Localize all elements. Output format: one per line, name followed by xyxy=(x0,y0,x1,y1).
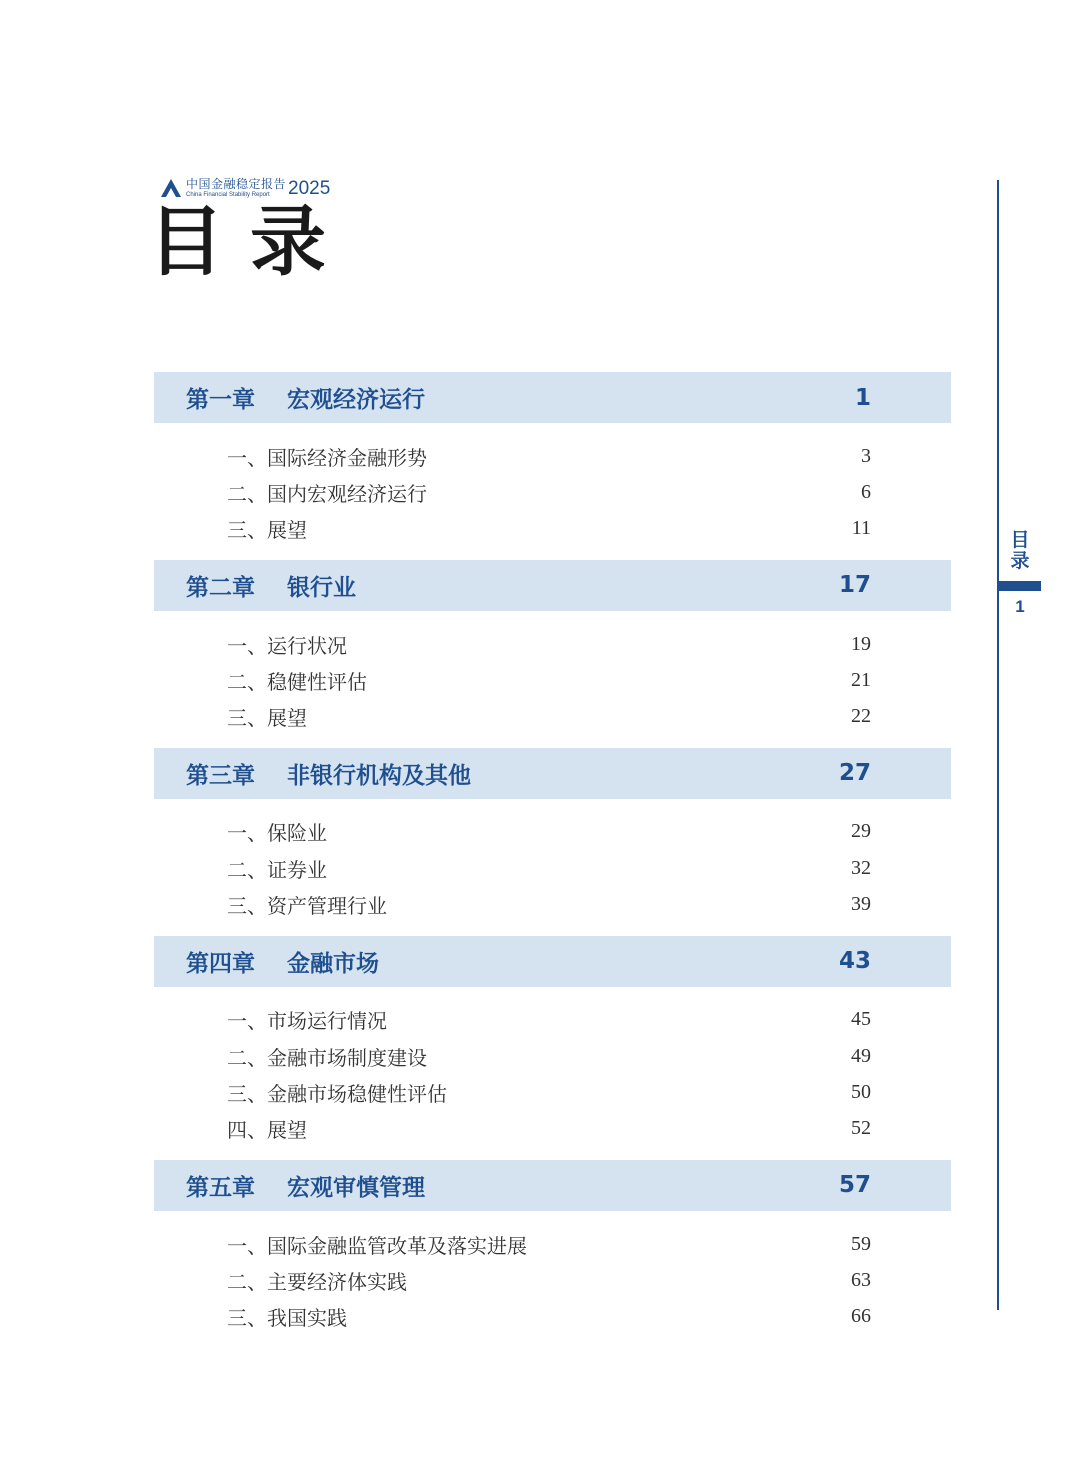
section-title: 三、资产管理行业 xyxy=(227,894,387,919)
section-title: 一、国际经济金融形势 xyxy=(227,445,427,470)
logo-year: 2025 xyxy=(288,178,331,199)
section-title: 一、运行状况 xyxy=(227,633,347,658)
section-page-number: 39 xyxy=(851,893,871,916)
section-page-number: 59 xyxy=(851,1232,871,1255)
section-entry[interactable] xyxy=(154,1038,951,1074)
section-entry[interactable] xyxy=(154,814,951,850)
page-title: 目录 xyxy=(148,197,352,286)
section-title: 四、展望 xyxy=(227,1118,307,1143)
section-page-number: 66 xyxy=(851,1305,871,1328)
chapter-number: 第五章 xyxy=(186,1174,255,1201)
section-entry[interactable] xyxy=(154,1298,951,1334)
section-entry[interactable] xyxy=(154,662,951,698)
chapter-page-number: 27 xyxy=(838,760,871,787)
section-title: 二、金融市场制度建设 xyxy=(227,1045,427,1070)
chapter-heading[interactable] xyxy=(154,748,951,799)
chapter-page-number: 1 xyxy=(854,384,871,411)
table-of-contents xyxy=(154,372,951,1348)
chapter-page-number: 17 xyxy=(838,572,871,599)
section-entry[interactable] xyxy=(154,1074,951,1110)
section-title: 二、国内宏观经济运行 xyxy=(227,481,427,506)
section-page-number: 3 xyxy=(861,444,871,467)
pboc-emblem-icon xyxy=(160,178,182,198)
section-list xyxy=(154,423,951,560)
section-list xyxy=(154,799,951,936)
section-title: 三、展望 xyxy=(227,706,307,731)
chapter-page-number: 57 xyxy=(838,1172,871,1199)
chapter-number: 第三章 xyxy=(186,762,255,789)
section-page-number: 22 xyxy=(851,705,871,728)
section-entry[interactable] xyxy=(154,474,951,510)
section-entry[interactable] xyxy=(154,626,951,662)
section-list xyxy=(154,611,951,748)
chapter-title: 宏观经济运行 xyxy=(287,387,425,413)
report-logo xyxy=(160,178,330,198)
side-divider-line xyxy=(997,180,999,1310)
section-entry[interactable] xyxy=(154,886,951,922)
chapter-title: 非银行机构及其他 xyxy=(287,762,471,789)
logo-title-cn: 中国金融稳定报告 xyxy=(186,177,287,191)
section-title: 二、稳健性评估 xyxy=(227,669,367,694)
section-list xyxy=(154,1211,951,1348)
section-entry[interactable] xyxy=(154,511,951,547)
section-title: 二、主要经济体实践 xyxy=(227,1269,407,1294)
chapter-number: 第四章 xyxy=(186,950,255,977)
section-entry[interactable] xyxy=(154,850,951,886)
section-entry[interactable] xyxy=(154,1111,951,1147)
chapter-heading[interactable] xyxy=(154,372,951,423)
section-title: 一、国际金融监管改革及落实进展 xyxy=(227,1233,527,1258)
chapter-page-number: 43 xyxy=(838,948,871,975)
section-page-number: 50 xyxy=(851,1080,871,1103)
section-page-number: 11 xyxy=(851,517,871,540)
side-marker-bar xyxy=(999,581,1041,591)
section-entry[interactable] xyxy=(154,1002,951,1038)
side-section-label xyxy=(1009,530,1031,572)
section-page-number: 19 xyxy=(851,632,871,655)
chapter-heading[interactable] xyxy=(154,560,951,611)
section-list xyxy=(154,987,951,1160)
chapter-title: 宏观审慎管理 xyxy=(287,1174,425,1201)
chapter-heading[interactable] xyxy=(154,936,951,987)
section-title: 三、我国实践 xyxy=(227,1306,347,1331)
section-title: 一、市场运行情况 xyxy=(227,1009,387,1034)
chapter-heading[interactable] xyxy=(154,1160,951,1211)
section-entry[interactable] xyxy=(154,1262,951,1298)
side-page-number: 1 xyxy=(1015,597,1025,616)
section-entry[interactable] xyxy=(154,1226,951,1262)
section-entry[interactable] xyxy=(154,438,951,474)
section-page-number: 32 xyxy=(851,856,871,879)
section-title: 三、金融市场稳健性评估 xyxy=(227,1081,447,1106)
section-page-number: 6 xyxy=(861,480,871,503)
chapter-number: 第二章 xyxy=(186,574,255,601)
side-label-char-2: 录 xyxy=(1010,550,1030,572)
section-page-number: 45 xyxy=(851,1008,871,1031)
chapter-number: 第一章 xyxy=(186,387,255,413)
section-page-number: 49 xyxy=(851,1044,871,1067)
section-page-number: 63 xyxy=(851,1268,871,1291)
section-title: 一、保险业 xyxy=(227,821,327,846)
section-title: 二、证券业 xyxy=(227,857,327,882)
section-entry[interactable] xyxy=(154,698,951,734)
chapter-title: 金融市场 xyxy=(287,950,379,977)
chapter-title: 银行业 xyxy=(287,574,356,601)
logo-title-en: China Financial Stability Report xyxy=(186,192,270,198)
section-title: 三、展望 xyxy=(227,518,307,543)
section-page-number: 29 xyxy=(851,820,871,843)
side-label-char-1: 目 xyxy=(1010,529,1030,551)
section-page-number: 21 xyxy=(851,668,871,691)
section-page-number: 52 xyxy=(851,1117,871,1140)
